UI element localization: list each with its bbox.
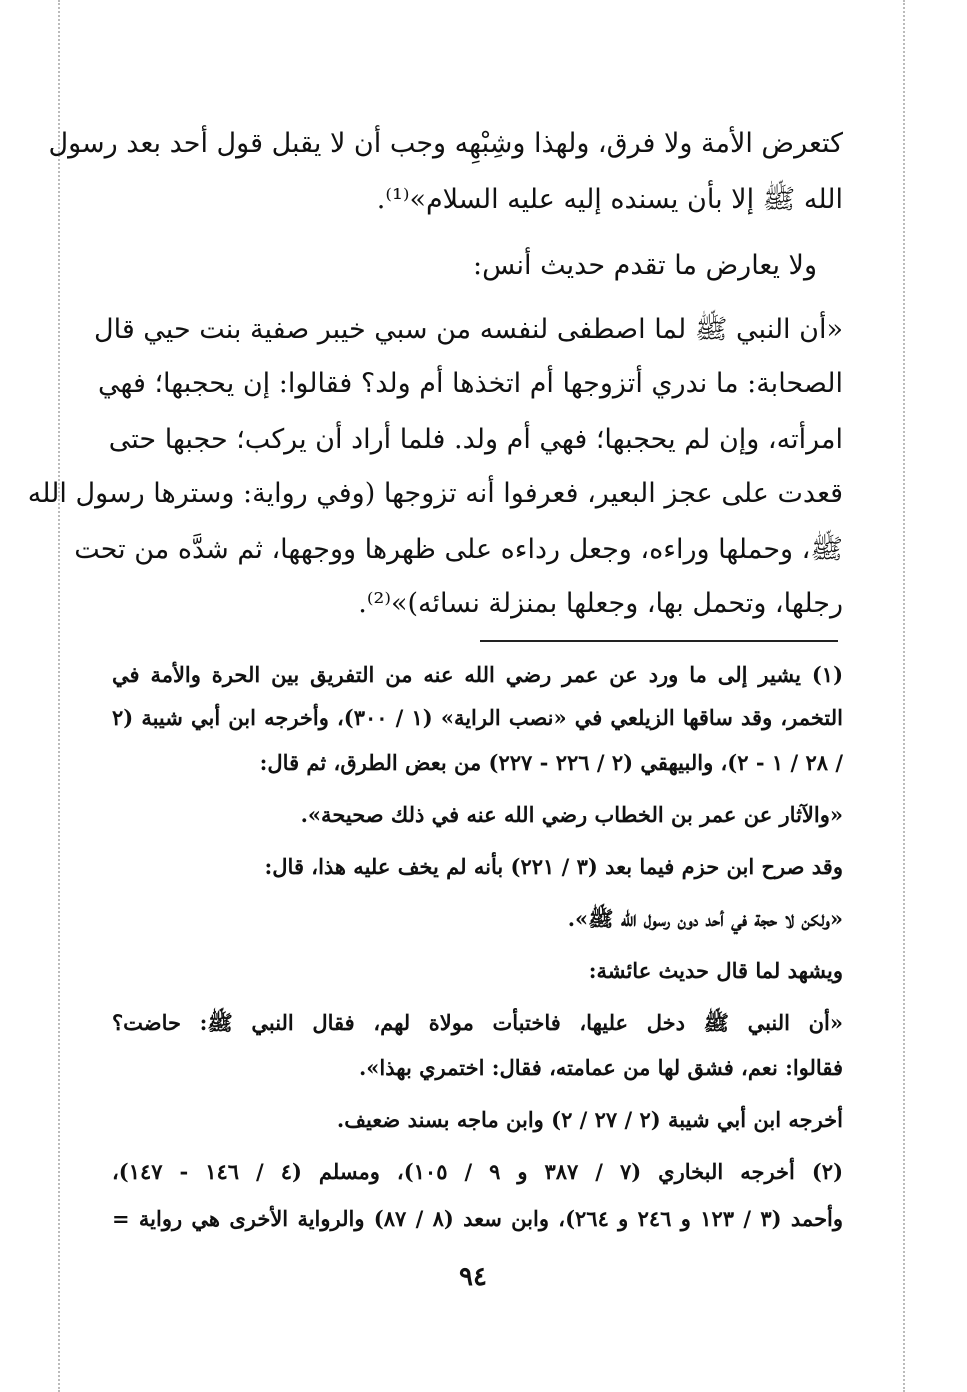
main-text-line: رجلها، وتحمل بها، وجعلها بمنزلة نسائه)»⁽²⁾.	[358, 588, 843, 619]
footnote-line: «والآثار عن عمر بن الخطاب رضي الله عنه في ذلك صحيحة».	[300, 802, 843, 827]
scan-margin-line-right	[903, 0, 905, 1392]
main-text-line: الصحابة: ما ندري أتزوجها أم اتخذها أم ولد؟ فقالوا: إن يحجبها؛ فهي	[98, 368, 843, 399]
footnote-line: وأحمد (٣ / ١٢٣ و ٢٤٦ و ٢٦٤)، وابن سعد (٨ / ٨٧) والرواية الأخرى هي رواية =	[112, 1206, 844, 1231]
main-text-line: امرأته، وإن لم يحجبها؛ فهي أم ولد. فلما أراد أن يركب؛ حجبها حتى	[108, 424, 843, 455]
footnote-line: / ٢٨ / ١ - ٢)، والبيهقي (٢ / ٢٢٦ - ٢٢٧) من بعض الطرق، ثم قال:	[259, 750, 843, 775]
page-number: ٩٤	[459, 1262, 487, 1292]
footnote-line: (٢) أخرجه البخاري (٧ / ٣٨٧ و ٩ / ١٠٥)، ومسلم (٤ / ١٤٦ - ١٤٧)،	[112, 1159, 843, 1184]
footnote-line: وقد صرح ابن حزم فيما بعد (٣ / ٢٢١) بأنه لم يخف عليه هذا، قال:	[264, 854, 843, 879]
footnote-line: ويشهد لما قال حديث عائشة:	[588, 958, 843, 983]
footnote-line: «ولكن لا حجة في أحد دون رسول الله ﷺ».	[567, 906, 843, 931]
scan-margin-line-left	[58, 0, 60, 1392]
main-text-line: الله ﷺ إلا بأن يسنده إليه عليه السلام»⁽¹⁾.	[376, 184, 843, 215]
footnote-line: (١) يشير إلى ما ورد عن عمر رضي الله عنه من التفريق بين الحرة والأمة في	[112, 662, 843, 687]
footnote-line: «أن النبي ﷺ دخل عليها، فاختبأت مولاة لهم، فقال النبي ﷺ: حاضت؟	[112, 1010, 843, 1035]
main-text-line: ﷺ، وحملها وراءه، وجعل رداءه على ظهرها ووجهها، ثم شدَّه من تحت	[74, 534, 843, 565]
main-text-line: «أن النبي ﷺ لما اصطفى لنفسه من سبي خيبر صفية بنت حيي قال	[93, 314, 843, 345]
main-text-line: ولا يعارض ما تقدم حديث أنس:	[473, 250, 817, 281]
main-text-line: قعدت على عجز البعير، فعرفوا أنه تزوجها (وفي رواية: وسترها رسول الله	[27, 478, 843, 509]
footnote-line: فقالوا: نعم، فشق لها من عمامته، فقال: اختمري بهذا».	[358, 1055, 843, 1080]
footnote-separator	[480, 640, 838, 642]
footnote-line: التخمر، وقد ساقها الزيلعي في «نصب الراية» (١ / ٣٠٠)، وأخرجه ابن أبي شيبة (٢	[112, 705, 843, 730]
main-text-line: كتعرض الأمة ولا فرق، ولهذا وشِبْهِه وجب أن لا يقبل قول أحد بعد رسول	[48, 128, 843, 159]
footnote-line: أخرجه ابن أبي شيبة (٢ / ٢٧ / ٢) وابن ماجه بسند ضعيف.	[336, 1107, 843, 1132]
